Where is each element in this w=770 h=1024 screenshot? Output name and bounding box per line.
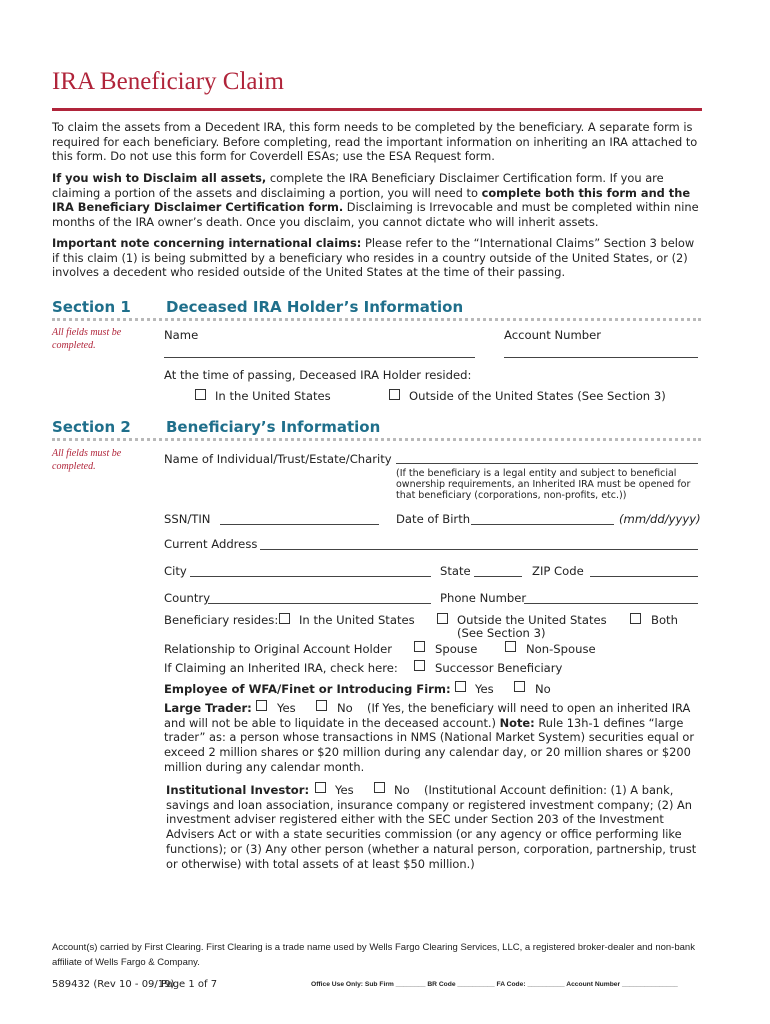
dob-format: (mm/dd/yyyy): [619, 512, 701, 526]
section1-divider: [52, 318, 701, 321]
address-field[interactable]: [260, 549, 698, 550]
resides-outside-checkbox[interactable]: [437, 613, 448, 624]
ssn-field[interactable]: [220, 524, 379, 525]
institutional-yes-label: Yes: [335, 783, 354, 797]
large-trader-text-2: Rule 13h-1 defines “large trader” as: a person whose transactions in NMS (National Market System) securities equal or exceed 2 million shares or $20 million during any calendar day, or 20 million shares or $200 million during any calendar month.: [164, 715, 695, 774]
inherited-label: If Claiming an Inherited IRA, check here:: [164, 661, 398, 675]
ssn-label: SSN/TIN: [164, 512, 211, 526]
successor-label: Successor Beneficiary: [435, 661, 563, 675]
non-spouse-label: Non-Spouse: [526, 642, 596, 656]
large-trader-note-bold: Note:: [499, 715, 535, 730]
city-field[interactable]: [190, 576, 431, 577]
institutional-no-label: No: [394, 783, 410, 797]
disclaim-bold: If you wish to Disclaim all assets,: [52, 171, 267, 185]
international-paragraph: [52, 236, 702, 280]
office-use-line: Office Use Only: Sub Firm ________ BR Code __________ FA Code: __________ Account Number _______________: [311, 981, 678, 988]
city-label: City: [164, 564, 187, 578]
large-trader-text-1: (If Yes, the beneficiary will need to open an inherited IRA and will not be able to liquidate in the deceased account.): [164, 701, 691, 730]
beneficiary-name-field[interactable]: [396, 463, 698, 464]
country-label: Country: [164, 591, 211, 605]
dob-field[interactable]: [471, 524, 614, 525]
residence-question: At the time of passing, Deceased IRA Holder resided:: [164, 368, 472, 382]
international-bold: Important note concerning international claims:: [52, 236, 362, 250]
section2-divider: [52, 438, 701, 441]
disclaim-paragraph: [52, 171, 702, 230]
employee-label: Employee of WFA/Finet or Introducing Firm:: [164, 682, 451, 696]
beneficiary-name-label: Name of Individual/Trust/Estate/Charity: [164, 452, 392, 466]
deceased-us-label: In the United States: [215, 389, 331, 403]
employee-yes-label: Yes: [475, 682, 494, 696]
zip-field[interactable]: [590, 576, 698, 577]
form-title: IRA Beneficiary Claim: [52, 68, 284, 95]
deceased-name-label: Name: [164, 328, 199, 342]
deceased-outside-checkbox[interactable]: [389, 389, 400, 400]
employee-yes-checkbox[interactable]: [455, 681, 466, 692]
deceased-name-field[interactable]: [164, 357, 475, 358]
deceased-outside-label: Outside of the United States (See Section 3): [409, 389, 666, 403]
disclaim-bold-2: complete both this form and the IRA Beneficiary Disclaimer Certification form.: [52, 185, 691, 215]
employee-no-label: No: [535, 682, 551, 696]
international-text: Please refer to the “International Claims” Section 3 below if this claim (1) is being submitted by a beneficiary who resides in a country outside of the United States, or (2) involves a decedent who resided outside of the United States at the time of their passing.: [52, 236, 695, 280]
section2-label: Section 2: [52, 418, 131, 436]
employee-no-checkbox[interactable]: [514, 681, 525, 692]
resides-us-checkbox[interactable]: [279, 613, 290, 624]
institutional-label: Institutional Investor:: [166, 783, 310, 797]
dob-label: Date of Birth: [396, 512, 471, 526]
entity-note: (If the beneficiary is a legal entity and subject to beneficial ownership requirements, an Inherited IRA must be opened for that beneficiary (corporations, non-profits, etc.)): [396, 468, 691, 501]
spouse-label: Spouse: [435, 642, 478, 656]
successor-checkbox[interactable]: [414, 660, 425, 671]
institutional-text: (Institutional Account definition: (1) A bank, savings and loan association, insurance company or registered investment company; (2) An investment adviser registered either with the SEC under Section 203 of the Investment Advisers Act or with a state securities commission (or any agency or office performing like functions); or (3) Any other person (whether a natural person, corporation, partnership, trust or otherwise) with total assets of at least $50 million.): [166, 783, 697, 871]
deceased-account-field[interactable]: [504, 357, 698, 358]
form-id: 589432 (Rev 10 - 09/19): [52, 979, 175, 990]
resides-label: Beneficiary resides:: [164, 613, 279, 627]
intro-paragraph: To claim the assets from a Decedent IRA, this form needs to be completed by the beneficiary. A separate form is required for each beneficiary. Before completing, read the important information on inheriting an IRA attached to this form. Do not use this form for Coverdell ESAs; use the ESA Request form.: [52, 120, 698, 164]
section1-required-note: All fields must be completed.: [52, 327, 122, 351]
non-spouse-checkbox[interactable]: [505, 641, 516, 652]
resides-both-label: Both: [651, 613, 678, 627]
country-field[interactable]: [208, 603, 431, 604]
resides-outside-label: Outside the United States: [457, 613, 607, 627]
disclaim-text-1: complete the IRA Beneficiary Disclaimer Certification form. If you are claiming a portion of the assets and disclaiming a portion, you will need to: [52, 171, 664, 200]
large-trader-no-label: No: [337, 701, 353, 715]
section1-title: Deceased IRA Holder’s Information: [166, 298, 464, 316]
large-trader-text: [164, 701, 699, 775]
relationship-label: Relationship to Original Account Holder: [164, 642, 393, 656]
large-trader-yes-label: Yes: [277, 701, 296, 715]
resides-both-checkbox[interactable]: [630, 613, 641, 624]
spouse-checkbox[interactable]: [414, 641, 425, 652]
disclaim-text-2: Disclaiming is Irrevocable and must be completed within nine months of the IRA owner’s death. Once you disclaim, you cannot dictate who will inherit assets.: [52, 200, 699, 230]
deceased-account-label: Account Number: [504, 328, 602, 342]
resides-outside-note: (See Section 3): [457, 626, 546, 640]
phone-label: Phone Number: [440, 591, 527, 605]
state-label: State: [440, 564, 471, 578]
page-number: Page 1 of 7: [161, 979, 218, 990]
state-field[interactable]: [474, 576, 522, 577]
section1-label: Section 1: [52, 298, 131, 316]
large-trader-label: Large Trader:: [164, 701, 252, 715]
footer-disclosure: Account(s) carried by First Clearing. First Clearing is a trade name used by Wells Fargo Clearing Services, LLC, a registered broker-dealer and non-bank affiliate of Wells Fargo & Company.: [52, 942, 695, 968]
title-divider: [52, 108, 702, 111]
phone-field[interactable]: [524, 603, 698, 604]
zip-label: ZIP Code: [532, 564, 584, 578]
deceased-us-checkbox[interactable]: [195, 389, 206, 400]
address-label: Current Address: [164, 537, 258, 551]
resides-us-label: In the United States: [299, 613, 415, 627]
section2-required-note: All fields must be completed.: [52, 448, 122, 472]
section2-title: Beneficiary’s Information: [166, 418, 381, 436]
